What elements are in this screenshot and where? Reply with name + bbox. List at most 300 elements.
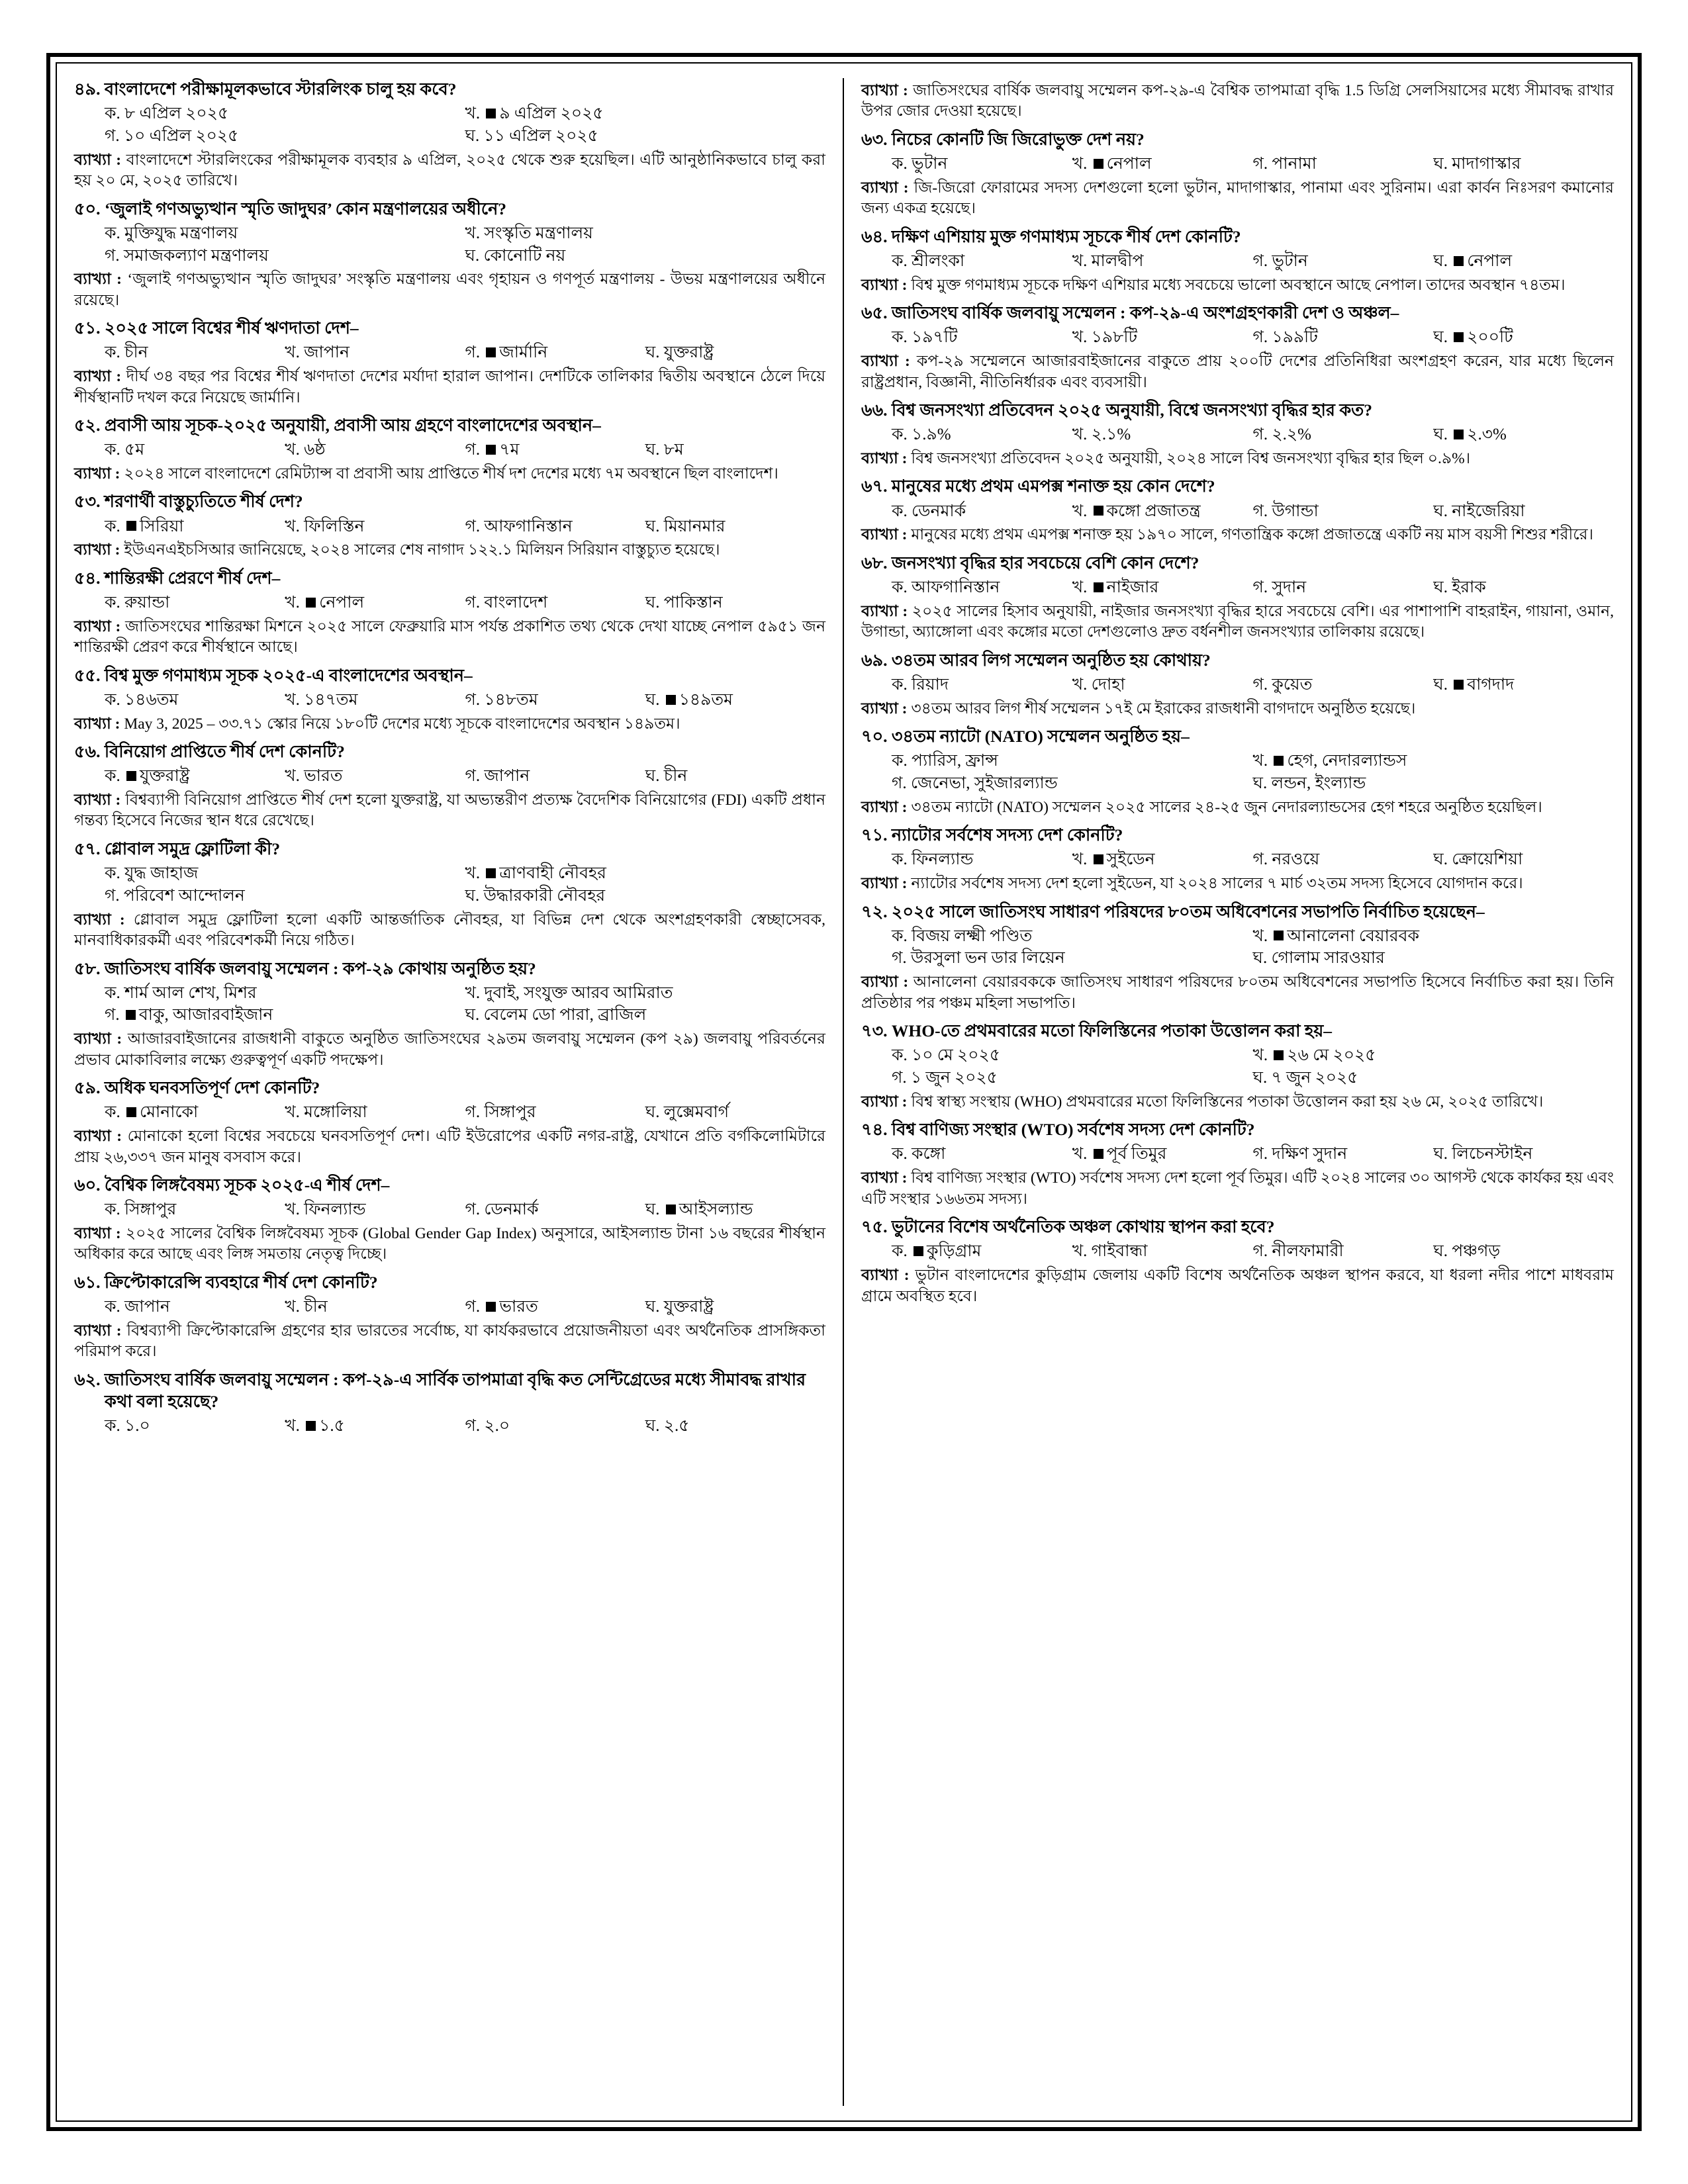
option-item[interactable] bbox=[1072, 848, 1253, 871]
option-text: ২.২% bbox=[1272, 426, 1311, 444]
option-item[interactable] bbox=[105, 1296, 285, 1318]
option-text: মুক্তিযুদ্ধ মন্ত্রণালয় bbox=[124, 224, 238, 242]
option-list bbox=[74, 862, 825, 907]
answer-marker-icon bbox=[1274, 1050, 1284, 1060]
explanation-text bbox=[74, 714, 825, 735]
question-text: ৬২. জাতিসংঘ বার্ষিক জলবায়ু সম্মেলন : কপ-২৯-এ সার্বিক তাপমাত্রা বৃদ্ধি কত সেন্টিগ্রেডের মধ্যে সীমাবদ্ধ রাখার কথা বলা হয়েছে? bbox=[74, 1369, 806, 1411]
explanation-text bbox=[74, 464, 825, 484]
question-text: ৬৪. দক্ষিণ এশিয়ায় মুক্ত গণমাধ্যম সূচকে শীর্ষ দেশ কোনটি? bbox=[861, 226, 1241, 246]
option-item[interactable] bbox=[465, 885, 826, 907]
option-item[interactable] bbox=[105, 222, 465, 245]
option-item[interactable] bbox=[1072, 250, 1253, 273]
option-item[interactable] bbox=[1253, 1067, 1615, 1089]
option-text: জাপান bbox=[304, 343, 350, 362]
option-text: কোনোটি নয় bbox=[483, 246, 566, 265]
question-block bbox=[861, 475, 1614, 545]
option-label: খ. bbox=[285, 1103, 305, 1122]
option-label: গ. bbox=[105, 126, 124, 145]
option-text: ১৪৭তম bbox=[304, 690, 358, 709]
option-label: ক. bbox=[892, 1046, 912, 1065]
option-item[interactable] bbox=[105, 862, 465, 885]
explanation-body: বিশ্ব জনসংখ্যা প্রতিবেদন ২০২৫ অনুযায়ী, ২০২৪ সালে বিশ্ব জনসংখ্যা বৃদ্ধির হার ছিল ০.৯%। bbox=[907, 449, 1471, 467]
question-block bbox=[861, 302, 1614, 393]
option-list bbox=[861, 153, 1614, 175]
option-text: ১.০ bbox=[124, 1417, 150, 1435]
option-item[interactable] bbox=[285, 439, 465, 461]
option-item[interactable] bbox=[285, 516, 465, 538]
option-item[interactable] bbox=[465, 1199, 645, 1221]
option-list bbox=[861, 326, 1614, 349]
option-item[interactable] bbox=[645, 516, 825, 538]
explanation-body: ২০২৪ সালে বাংলাদেশে রেমিট্যান্স বা প্রবাসী আয় প্রাপ্তিতে শীর্ষ দশ দেশের মধ্যে ৭ম অবস্থানে ছিল বাংলাদেশ। bbox=[120, 465, 778, 482]
option-item[interactable] bbox=[1253, 153, 1434, 175]
option-item[interactable] bbox=[892, 500, 1072, 523]
option-text: ১.৯% bbox=[912, 426, 951, 444]
option-label: ঘ. bbox=[645, 441, 664, 459]
option-item[interactable] bbox=[465, 765, 645, 788]
option-label: খ. bbox=[465, 105, 485, 123]
column-right bbox=[844, 78, 1614, 2106]
answer-marker-icon bbox=[486, 109, 496, 118]
explanation-body: দীর্ঘ ৩৪ বছর পর বিশ্বের শীর্ষ ঋণদাতা দেশের মর্যাদা হারাল জাপান। দেশটিকে তালিকার দ্বিতীয় অবস্থানে ঠেলে দিয়ে শীর্ষস্থানটি দখল করে নিয়েছে জার্মানি। bbox=[74, 368, 825, 406]
option-text: ১ জুন ২০২৫ bbox=[910, 1069, 998, 1087]
explanation-label: ব্যাখ্যা : bbox=[74, 465, 120, 482]
option-item[interactable] bbox=[1253, 772, 1615, 795]
option-item[interactable] bbox=[892, 750, 1253, 772]
question-text: ৬১. ক্রিপ্টোকারেন্সি ব্যবহারে শীর্ষ দেশ কোনটি? bbox=[74, 1272, 378, 1292]
option-item[interactable] bbox=[105, 1415, 285, 1437]
option-item[interactable] bbox=[1433, 500, 1614, 523]
option-label: ক. bbox=[105, 593, 124, 612]
option-item[interactable] bbox=[465, 1296, 645, 1318]
option-item[interactable] bbox=[285, 1415, 465, 1437]
option-label: ঘ. bbox=[645, 1417, 664, 1435]
question-block bbox=[74, 414, 825, 484]
explanation-body: ৩৪তম আরব লিগ শীর্ষ সম্মেলন ১৭ই মে ইরাকের রাজধানী বাগদাদে অনুষ্ঠিত হয়েছে। bbox=[907, 700, 1416, 717]
option-text: সিরিয়া bbox=[140, 517, 184, 535]
explanation-text bbox=[861, 1092, 1614, 1113]
option-item[interactable] bbox=[645, 1101, 825, 1124]
option-item[interactable] bbox=[465, 592, 645, 614]
option-text: ২.৩% bbox=[1467, 426, 1507, 444]
option-item[interactable] bbox=[465, 1101, 645, 1124]
option-text: পূর্ব তিমুর bbox=[1106, 1145, 1167, 1163]
explanation-text bbox=[861, 699, 1614, 719]
option-item[interactable] bbox=[465, 125, 826, 148]
option-label: গ. bbox=[105, 1006, 124, 1024]
option-list bbox=[74, 439, 825, 461]
explanation-text bbox=[74, 1224, 825, 1265]
option-label: ঘ. bbox=[1433, 1242, 1452, 1261]
option-text: সংস্কৃতি মন্ত্রণালয় bbox=[484, 224, 593, 242]
question-block bbox=[861, 1020, 1614, 1113]
option-label: ক. bbox=[892, 578, 912, 596]
option-item[interactable] bbox=[1253, 1240, 1434, 1263]
option-text: নরওয়ে bbox=[1272, 850, 1320, 869]
option-label: গ. bbox=[892, 1069, 911, 1087]
answer-marker-icon bbox=[1094, 1149, 1103, 1159]
option-item[interactable] bbox=[892, 424, 1072, 446]
option-label: ক. bbox=[892, 155, 912, 173]
option-label: গ. bbox=[465, 1103, 485, 1122]
option-item[interactable] bbox=[1433, 1240, 1614, 1263]
option-item[interactable] bbox=[465, 862, 826, 885]
option-item[interactable] bbox=[1433, 250, 1614, 273]
option-text: গাইবান্ধা bbox=[1091, 1242, 1148, 1261]
option-list bbox=[861, 500, 1614, 523]
option-label: খ. bbox=[465, 983, 485, 1002]
option-item[interactable] bbox=[105, 885, 465, 907]
explanation-text bbox=[861, 449, 1614, 469]
option-item[interactable] bbox=[892, 576, 1072, 599]
option-item[interactable] bbox=[105, 1004, 465, 1026]
explanation-body: কপ-২৯ সম্মেলনে আজারবাইজানের বাকুতে প্রায় ২০০টি দেশের প্রতিনিধিরা অংশগ্রহণ করেন, যার মধ্যে ছিলেন রাষ্ট্রপ্রধান, বিজ্ঞানী, নীতিনির্ধারক এবং ব্যবসায়ী। bbox=[861, 353, 1614, 391]
explanation-body: আজারবাইজানের রাজধানী বাকুতে অনুষ্ঠিত জাতিসংঘের ২৯তম জলবায়ু সম্মেলন (কপ ২৯) জলবায়ু পরিবর্তনের প্রভাব মোকাবিলার লক্ষ্যে গুরুত্বপূর্ণ একটি পদক্ষেপ। bbox=[74, 1030, 825, 1069]
option-item[interactable] bbox=[1253, 500, 1434, 523]
option-item[interactable] bbox=[645, 1296, 825, 1318]
option-item[interactable] bbox=[285, 689, 465, 711]
option-label: ঘ. bbox=[645, 1201, 664, 1219]
option-label: গ. bbox=[465, 1298, 485, 1316]
option-item[interactable] bbox=[105, 439, 285, 461]
option-item[interactable] bbox=[105, 103, 465, 125]
question-text: ৭১. ন্যাটোর সর্বশেষ সদস্য দেশ কোনটি? bbox=[861, 825, 1123, 845]
option-item[interactable] bbox=[1253, 848, 1434, 871]
option-label: খ. bbox=[1072, 675, 1092, 694]
question-block bbox=[74, 664, 825, 735]
option-text: লুক্সেমবার্গ bbox=[663, 1103, 729, 1122]
explanation-label: ব্যাখ্যা : bbox=[74, 617, 121, 635]
option-text: গোলাম সারওয়ার bbox=[1271, 949, 1385, 968]
option-label: খ. bbox=[285, 690, 305, 709]
option-text: ৭ম bbox=[499, 441, 520, 459]
option-item[interactable] bbox=[105, 1199, 285, 1221]
option-text: মঙ্গোলিয়া bbox=[304, 1103, 367, 1122]
option-item[interactable] bbox=[465, 245, 826, 267]
option-list bbox=[74, 1101, 825, 1124]
option-item[interactable] bbox=[1253, 750, 1615, 772]
option-item[interactable] bbox=[1253, 925, 1615, 948]
option-label: খ. bbox=[285, 1298, 305, 1316]
option-item[interactable] bbox=[1072, 153, 1253, 175]
question-block bbox=[861, 128, 1614, 220]
explanation-label: ব্যাখ্যা : bbox=[861, 798, 908, 816]
option-label: ক. bbox=[105, 343, 124, 362]
option-label: খ. bbox=[285, 1201, 305, 1219]
option-label: গ. bbox=[465, 1201, 485, 1219]
option-label: গ. bbox=[1252, 578, 1272, 596]
option-item[interactable] bbox=[1433, 848, 1614, 871]
option-item[interactable] bbox=[1253, 1143, 1434, 1165]
option-item[interactable] bbox=[1433, 424, 1614, 446]
option-list bbox=[74, 1296, 825, 1318]
option-list bbox=[74, 103, 825, 148]
option-label: ঘ. bbox=[645, 343, 664, 362]
question-text: ৬৬. বিশ্ব জনসংখ্যা প্রতিবেদন ২০২৫ অনুযায়ী, বিশ্বে জনসংখ্যা বৃদ্ধির হার কত? bbox=[861, 400, 1373, 420]
option-text: জাপান bbox=[124, 1298, 170, 1316]
option-item[interactable] bbox=[1072, 326, 1253, 349]
option-item[interactable] bbox=[645, 592, 825, 614]
option-item[interactable] bbox=[105, 341, 285, 364]
option-label: খ. bbox=[285, 517, 305, 535]
question-text: ৫৭. গ্লোবাল সমুদ্র ফ্লোটিলা কী? bbox=[74, 839, 281, 858]
option-label: গ. bbox=[105, 246, 124, 265]
option-item[interactable] bbox=[892, 326, 1072, 349]
option-item[interactable] bbox=[105, 765, 285, 788]
question-block bbox=[74, 958, 825, 1071]
question-block bbox=[861, 226, 1614, 296]
explanation-body: ২০২৫ সালের বৈশ্বিক লিঙ্গবৈষম্য সূচক (Global Gender Gap Index) অনুসারে, আইসল্যান্ড টানা ১৬ বছরের শীর্ষস্থান অধিকার করে আছে এবং লিঙ্গ সমতায় নেতৃত্ব দিচ্ছে। bbox=[74, 1224, 825, 1263]
option-item[interactable] bbox=[892, 1044, 1253, 1067]
option-label: ক. bbox=[892, 927, 912, 945]
explanation-label: ব্যাখ্যা : bbox=[74, 1128, 122, 1146]
option-item[interactable] bbox=[285, 592, 465, 614]
explanation-body: ‘জুলাই গণঅভ্যুত্থান স্মৃতি জাদুঘর’ সংস্কৃতি মন্ত্রণালয় এবং গৃহায়ন ও গণপূর্ত মন্ত্রণালয় - উভয় মন্ত্রণালয়ের অধীনে রয়েছে। bbox=[74, 271, 825, 309]
option-label: ক. bbox=[892, 752, 912, 770]
option-item[interactable] bbox=[465, 439, 645, 461]
option-item[interactable] bbox=[285, 765, 465, 788]
option-item[interactable] bbox=[1433, 1143, 1614, 1165]
option-item[interactable] bbox=[105, 516, 285, 538]
option-text: ১৯৯টি bbox=[1272, 328, 1318, 347]
explanation-label: ব্যাখ্যা : bbox=[861, 82, 908, 99]
option-list bbox=[861, 848, 1614, 871]
option-text: ১.৫ bbox=[319, 1417, 345, 1435]
option-item[interactable] bbox=[465, 1004, 826, 1026]
option-text: ফিনল্যান্ড bbox=[912, 850, 974, 869]
option-item[interactable] bbox=[1072, 424, 1253, 446]
option-text: শ্রীলংকা bbox=[912, 251, 965, 270]
question-text: ৫৫. বিশ্ব মুক্ত গণমাধ্যম সূচক ২০২৫-এ বাংলাদেশের অবস্থান– bbox=[74, 665, 473, 685]
option-text: যুদ্ধ জাহাজ bbox=[124, 864, 199, 883]
option-item[interactable] bbox=[1253, 326, 1434, 349]
option-list bbox=[861, 1143, 1614, 1165]
option-text: ডেনমার্ক bbox=[484, 1201, 539, 1219]
option-text: সমাজকল্যাণ মন্ত্রণালয় bbox=[123, 246, 269, 265]
option-item[interactable] bbox=[105, 245, 465, 267]
question-text: ৬৭. মানুষের মধ্যে প্রথম এমপক্স শনাক্ত হয় কোন দেশে? bbox=[861, 477, 1215, 496]
option-item[interactable] bbox=[465, 341, 645, 364]
option-item[interactable] bbox=[892, 250, 1072, 273]
option-text: জার্মানি bbox=[499, 343, 548, 362]
question-text: ৫৪. শান্তিরক্ষী প্রেরণে শীর্ষ দেশ– bbox=[74, 568, 281, 588]
option-item[interactable] bbox=[465, 689, 645, 711]
question-text: ৫৬. বিনিয়োগ প্রাপ্তিতে শীর্ষ দেশ কোনটি? bbox=[74, 742, 345, 762]
option-item[interactable] bbox=[892, 1240, 1072, 1263]
explanation-text bbox=[74, 1029, 825, 1071]
option-item[interactable] bbox=[105, 689, 285, 711]
option-item[interactable] bbox=[892, 674, 1072, 696]
option-item[interactable] bbox=[105, 982, 465, 1005]
option-label: ঘ. bbox=[465, 246, 484, 265]
option-label: খ. bbox=[1072, 426, 1092, 444]
question-text: ৭৩. WHO-তে প্রথমবারের মতো ফিলিস্তিনের পতাকা উত্তোলন করা হয়– bbox=[861, 1021, 1333, 1041]
explanation-text bbox=[74, 1126, 825, 1168]
option-item[interactable] bbox=[285, 1101, 465, 1124]
option-item[interactable] bbox=[892, 947, 1253, 970]
option-item[interactable] bbox=[1433, 326, 1614, 349]
option-text: ২.৫ bbox=[663, 1417, 690, 1435]
explanation-label: ব্যাখ্যা : bbox=[74, 1030, 122, 1048]
option-text: চীন bbox=[304, 1298, 328, 1316]
option-list bbox=[861, 674, 1614, 696]
option-item[interactable] bbox=[285, 341, 465, 364]
option-text: কুড়িগ্রাম bbox=[927, 1242, 982, 1261]
explanation-text bbox=[74, 617, 825, 659]
question-block bbox=[74, 1077, 825, 1168]
option-item[interactable] bbox=[1253, 576, 1434, 599]
answer-marker-icon bbox=[1094, 506, 1103, 516]
option-text: বাংলাদেশ bbox=[484, 593, 548, 612]
option-item[interactable] bbox=[105, 125, 465, 148]
option-item[interactable] bbox=[892, 772, 1253, 795]
option-label: খ. bbox=[1072, 1242, 1092, 1261]
option-item[interactable] bbox=[1072, 1143, 1253, 1165]
option-text: পঞ্চগড় bbox=[1452, 1242, 1501, 1261]
option-label: ক. bbox=[105, 864, 124, 883]
option-text: মাদাগাস্কার bbox=[1452, 155, 1521, 173]
question-block bbox=[74, 78, 825, 192]
option-item[interactable] bbox=[1072, 674, 1253, 696]
option-label: খ. bbox=[1072, 328, 1092, 347]
explanation-body: ইউএনএইচসিআর জানিয়েছে, ২০২৪ সালের শেষ নাগাদ ১২২.১ মিলিয়ন সিরিয়ান বাস্তুচ্যুত হয়েছে। bbox=[120, 541, 720, 559]
option-label: ক. bbox=[105, 105, 124, 123]
explanation-body: May 3, 2025 – ৩৩.৭১ স্কোর নিয়ে ১৮০টি দেশের মধ্যে সূচকে বাংলাদেশের অবস্থান ১৪৯তম। bbox=[120, 715, 680, 733]
answer-marker-icon bbox=[126, 521, 136, 531]
option-text: যুক্তরাষ্ট্র bbox=[663, 343, 714, 362]
option-text: ক্রোয়েশিয়া bbox=[1452, 850, 1523, 869]
option-text: কঙ্গো bbox=[912, 1145, 946, 1163]
option-label: ক. bbox=[892, 328, 912, 347]
explanation-text bbox=[861, 1265, 1614, 1307]
explanation-text bbox=[861, 178, 1614, 220]
option-label: গ. bbox=[465, 1417, 485, 1435]
option-item[interactable] bbox=[645, 689, 825, 711]
option-item[interactable] bbox=[1072, 1240, 1253, 1263]
option-item[interactable] bbox=[465, 103, 826, 125]
explanation-label: ব্যাখ্যা : bbox=[861, 875, 908, 893]
option-text: ফিলিস্তিন bbox=[304, 517, 365, 535]
option-text: দক্ষিণ সুদান bbox=[1272, 1145, 1348, 1163]
option-item[interactable] bbox=[1433, 576, 1614, 599]
option-item[interactable] bbox=[285, 1296, 465, 1318]
option-item[interactable] bbox=[892, 153, 1072, 175]
option-label: খ. bbox=[285, 441, 305, 459]
option-label: ঘ. bbox=[645, 517, 664, 535]
option-text: ২.১% bbox=[1091, 426, 1131, 444]
explanation-label: ব্যাখ্যা : bbox=[74, 151, 122, 169]
option-list bbox=[861, 1240, 1614, 1263]
option-label: খ. bbox=[465, 224, 485, 242]
question-text: ৫০. ‘জুলাই গণঅভ্যুত্থান স্মৃতি জাদুঘর’ কোন মন্ত্রণালয়ের অধীনে? bbox=[74, 199, 507, 218]
option-text: আফগানিস্তান bbox=[912, 578, 1000, 596]
explanation-label: ব্যাখ্যা : bbox=[74, 368, 122, 386]
option-label: গ. bbox=[465, 343, 485, 362]
option-label: ক. bbox=[892, 850, 912, 869]
option-item[interactable] bbox=[465, 1415, 645, 1437]
question-block bbox=[861, 399, 1614, 469]
option-text: সুদান bbox=[1272, 578, 1307, 596]
option-item[interactable] bbox=[892, 1143, 1072, 1165]
option-label: গ. bbox=[1252, 426, 1272, 444]
explanation-label: ব্যাখ্যা : bbox=[861, 449, 908, 467]
question-text: ৭৫. ভুটানের বিশেষ অর্থনৈতিক অঞ্চল কোথায় স্থাপন করা হবে? bbox=[861, 1217, 1275, 1237]
option-text: লিচেনস্টাইন bbox=[1452, 1145, 1533, 1163]
option-label: ঘ. bbox=[1433, 328, 1452, 347]
explanation-label: ব্যাখ্যা : bbox=[861, 1267, 910, 1285]
option-item[interactable] bbox=[105, 592, 285, 614]
option-item[interactable] bbox=[1253, 250, 1434, 273]
explanation-label: ব্যাখ্যা : bbox=[74, 1322, 122, 1340]
option-item[interactable] bbox=[645, 341, 825, 364]
option-item[interactable] bbox=[465, 222, 826, 245]
option-text: আনালেনা বেয়ারবক bbox=[1287, 927, 1420, 945]
option-item[interactable] bbox=[1433, 674, 1614, 696]
option-text: ভারত bbox=[499, 1298, 538, 1316]
option-label: খ. bbox=[1252, 752, 1272, 770]
option-label: খ. bbox=[465, 864, 485, 883]
option-text: ১১ এপ্রিল ২০২৫ bbox=[483, 126, 598, 145]
option-label: গ. bbox=[465, 690, 485, 709]
option-item[interactable] bbox=[645, 1415, 825, 1437]
option-item[interactable] bbox=[1253, 424, 1434, 446]
option-item[interactable] bbox=[1253, 1044, 1615, 1067]
option-item[interactable] bbox=[1433, 153, 1614, 175]
option-item[interactable] bbox=[1072, 500, 1253, 523]
question-block bbox=[861, 649, 1614, 719]
option-text: নেপাল bbox=[1467, 251, 1513, 270]
option-item[interactable] bbox=[892, 848, 1072, 871]
option-text: আইসল্যান্ড bbox=[679, 1201, 753, 1219]
option-label: গ. bbox=[105, 886, 124, 905]
option-item[interactable] bbox=[645, 1199, 825, 1221]
option-item[interactable] bbox=[1253, 947, 1615, 970]
option-item[interactable] bbox=[1072, 576, 1253, 599]
option-item[interactable] bbox=[465, 982, 826, 1005]
option-text: নীলফামারী bbox=[1272, 1242, 1344, 1261]
option-text: উদ্ধারকারী নৌবহর bbox=[483, 886, 606, 905]
option-item[interactable] bbox=[645, 439, 825, 461]
option-item[interactable] bbox=[465, 516, 645, 538]
option-label: গ. bbox=[465, 593, 485, 612]
explanation-body: বিশ্ব স্বাস্থ্য সংস্থায় (WHO) প্রথমবারের মতো ফিলিস্তিনের পতাকা উত্তোলন করা হয় ২৬ মে, ২০২৫ তারিখে। bbox=[907, 1093, 1544, 1111]
option-text: পরিবেশ আন্দোলন bbox=[123, 886, 245, 905]
explanation-label: ব্যাখ্যা : bbox=[861, 1169, 908, 1187]
explanation-text bbox=[861, 275, 1614, 296]
option-label: খ. bbox=[285, 593, 305, 612]
option-label: খ. bbox=[1072, 850, 1092, 869]
option-item[interactable] bbox=[892, 925, 1253, 948]
option-item[interactable] bbox=[645, 765, 825, 788]
explanation-label: ব্যাখ্যা : bbox=[861, 526, 908, 544]
option-item[interactable] bbox=[1253, 674, 1434, 696]
option-item[interactable] bbox=[105, 1101, 285, 1124]
question-block bbox=[74, 741, 825, 832]
explanation-body: বিশ্বব্যাপী ক্রিপ্টোকারেন্সি গ্রহণের হার ভারতের সর্বোচ্চ, যা কার্যকরভাবে প্রয়োজনীয়তা এবং অর্থনৈতিক প্রাসঙ্গিকতা পরিমাপ করে। bbox=[74, 1322, 825, 1361]
option-item[interactable] bbox=[892, 1067, 1253, 1089]
answer-marker-icon bbox=[486, 868, 496, 878]
answer-marker-icon bbox=[666, 1205, 676, 1214]
option-label: ঘ. bbox=[1433, 502, 1452, 520]
answer-marker-icon bbox=[306, 1421, 316, 1431]
option-text: জাপান bbox=[484, 767, 530, 786]
option-item[interactable] bbox=[285, 1199, 465, 1221]
page-border-inner bbox=[56, 62, 1632, 2122]
explanation-body: ২০২৫ সালের হিসাব অনুযায়ী, নাইজার জনসংখ্যা বৃদ্ধির হারে সবচেয়ে বেশি। এর পাশাপাশি বাহরাইন, গায়ানা, ওমান, উগান্ডা, অ্যাঙ্গোলা এবং কঙ্গোর মতো দেশগুলোও দ্রুত বর্ধনশীল জনসংখ্যার তালিকায় রয়েছে। bbox=[861, 602, 1614, 641]
explanation-label: ব্যাখ্যা : bbox=[861, 602, 908, 620]
explanation-body: বিশ্বব্যাপী বিনিয়োগ প্রাপ্তিতে শীর্ষ দেশ হলো যুক্তরাষ্ট্র, যা অভ্যন্তরীণ প্রত্যক্ষ বৈদেশিক বিনিয়োগের (FDI) একটি প্রধান গন্তব্য হিসেবে নিজের স্থান ধরে রেখেছে। bbox=[74, 791, 825, 830]
explanation-body: ৩৪তম ন্যাটো (NATO) সম্মেলন ২০২৫ সালের ২৪-২৫ জুন নেদারল্যান্ডসের হেগ শহরে অনুষ্ঠিত হয়েছিল। bbox=[907, 798, 1542, 816]
